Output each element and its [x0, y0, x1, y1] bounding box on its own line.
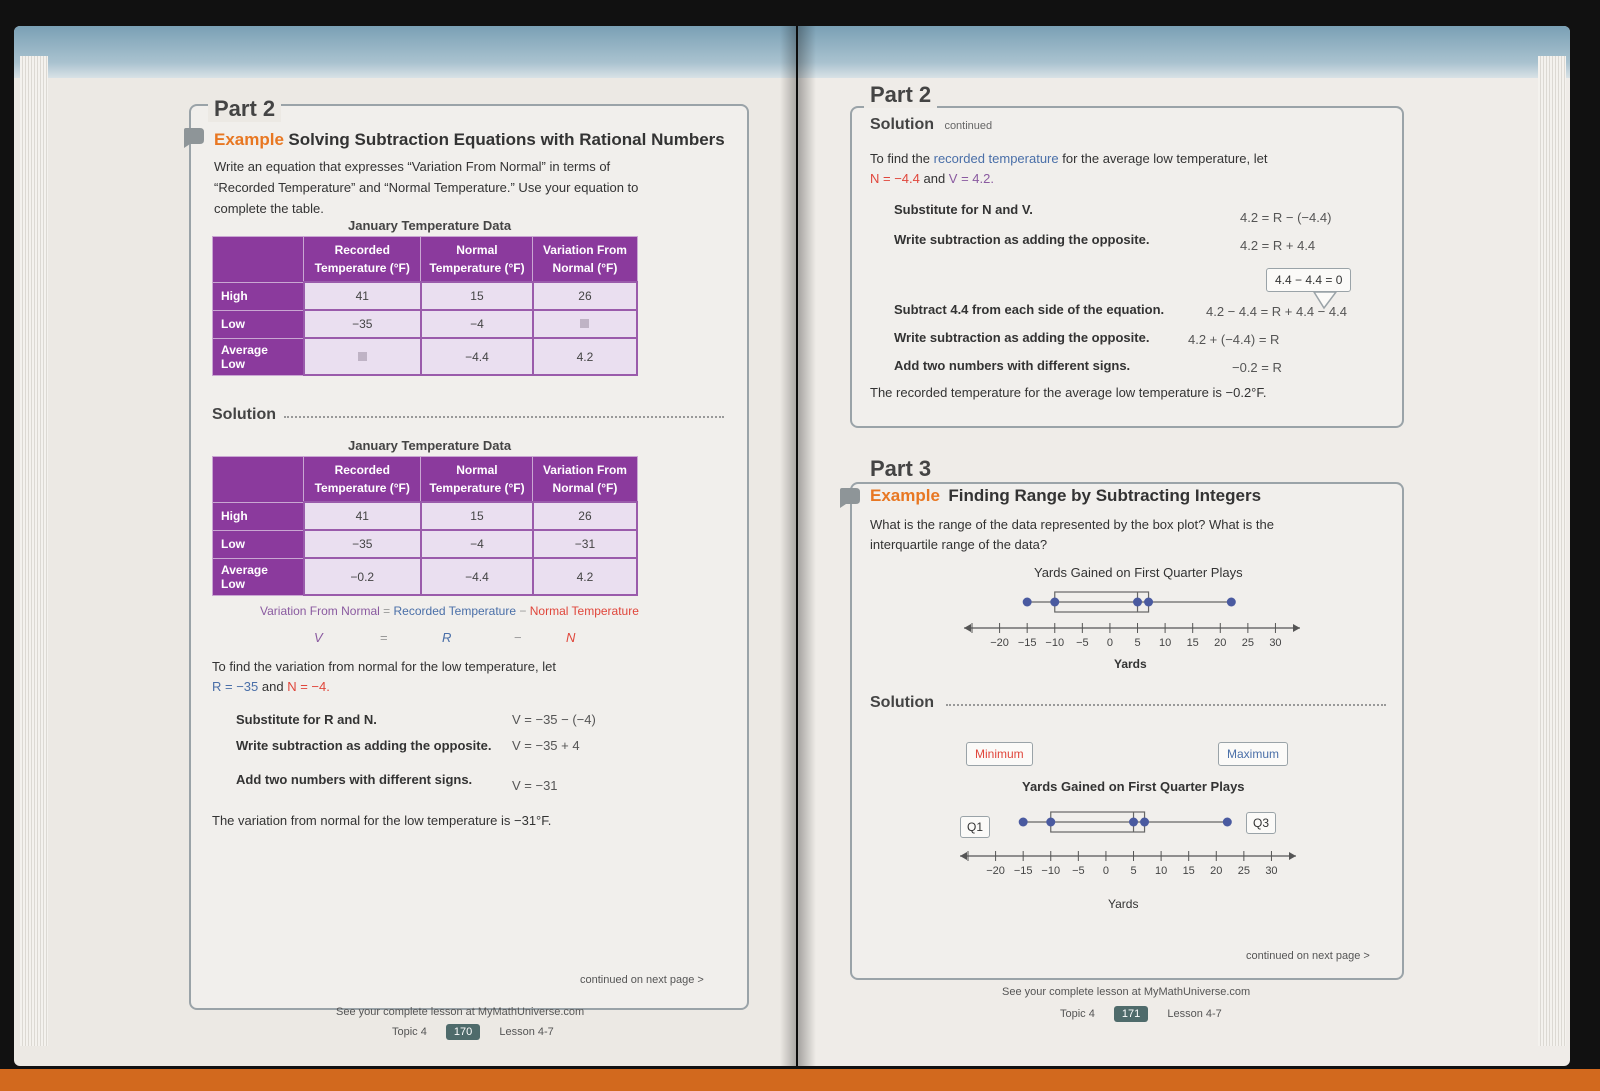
left-step-3-math: V = −31	[512, 778, 558, 793]
right-example-heading	[870, 486, 1261, 506]
let-n: N = −4.	[287, 679, 330, 694]
tick-label: 5	[1134, 637, 1141, 646]
table1-header-normal: Normal Temperature (°F)	[421, 237, 533, 283]
tick-label: −5	[1076, 637, 1089, 646]
row-label: Low	[213, 310, 304, 338]
left-page	[14, 26, 796, 1066]
table-row	[213, 502, 638, 530]
left-solution-label: Solution	[212, 406, 276, 423]
tick-label: −10	[1045, 637, 1065, 646]
table1-header-recorded: Recorded Temperature (°F)	[304, 237, 421, 283]
right-step-1-label: Substitute for N and V.	[894, 202, 1033, 217]
solution-divider	[284, 416, 724, 418]
data-point	[1019, 818, 1028, 827]
left-page-number: 170	[446, 1024, 480, 1040]
right-conclusion: The recorded temperature for the average low temperature is −0.2°F.	[870, 385, 1267, 400]
example-bubble-icon	[838, 486, 862, 510]
cell: −4	[421, 530, 533, 558]
table-row	[213, 530, 638, 558]
plot2-axis-label: Yards	[1108, 897, 1139, 911]
minimum-callout: Minimum	[966, 742, 1033, 766]
intro-line-3: complete the table.	[214, 201, 324, 216]
axis-arrow-right-icon	[1293, 624, 1300, 632]
q1-callout: Q1	[960, 816, 990, 838]
row-label: High	[213, 282, 304, 310]
table-row	[213, 558, 638, 595]
table2-corner	[213, 457, 304, 503]
tick-label: 0	[1106, 637, 1113, 646]
left-footer-lesson: Lesson 4-7	[499, 1026, 554, 1038]
right-part3-title: Part 3	[864, 456, 937, 482]
cell: −35	[304, 530, 421, 558]
tick-label: −15	[1017, 637, 1037, 646]
left-step-3-label: Add two numbers with different signs.	[236, 772, 473, 787]
right-step-2-math: 4.2 = R + 4.4	[1240, 238, 1316, 253]
left-step-1-label: Substitute for R and N.	[236, 712, 377, 727]
right-find-line-2	[870, 168, 994, 189]
eq-var-v: V	[314, 630, 323, 645]
box-plot-2	[958, 802, 1298, 882]
maximum-callout: Maximum	[1218, 742, 1288, 766]
right-footer-site: See your complete lesson at MyMathUniverse.com	[1002, 986, 1251, 998]
let-and: and	[258, 679, 288, 694]
left-example-heading	[214, 130, 725, 150]
cell: −31	[533, 530, 637, 558]
left-step-2-label: Write subtraction as adding the opposite.	[236, 738, 492, 753]
tick-label: 0	[1102, 865, 1109, 877]
right-solution2-label: Solution	[870, 694, 934, 711]
table-row	[213, 310, 638, 338]
data-point	[1140, 818, 1149, 827]
eq-word-recorded: Recorded Temperature	[393, 604, 517, 618]
right-page-number: 171	[1114, 1006, 1148, 1022]
book-gutter	[780, 26, 816, 1066]
rf-recorded: recorded temperature	[933, 151, 1059, 166]
tick-label: 25	[1237, 865, 1250, 877]
table2-header-row	[213, 457, 638, 503]
right-step-3-label: Subtract 4.4 from each side of the equation.	[894, 302, 1165, 317]
data-point	[1046, 818, 1055, 827]
right-page-header-band	[798, 26, 1570, 78]
right-step-4-math: 4.2 + (−4.4) = R	[1188, 332, 1280, 347]
data-point	[1144, 598, 1153, 607]
left-find-line-1: To find the variation from normal for the low temperature, let	[212, 659, 556, 674]
cell: 26	[533, 502, 637, 530]
cell: 41	[304, 502, 421, 530]
table2-header-variation: Variation From Normal (°F)	[533, 457, 637, 503]
cell: −35	[304, 310, 421, 338]
tick-label: 5	[1130, 865, 1137, 877]
data-point	[1133, 598, 1142, 607]
blank-square-icon	[580, 319, 589, 328]
book-cover-edge	[0, 1069, 1600, 1091]
page-edges-right	[1538, 56, 1566, 1046]
intro-line-2: “Recorded Temperature” and “Normal Temperature.” Use your equation to	[214, 180, 639, 195]
cell: −4	[421, 310, 533, 338]
table2-header-normal: Normal Temperature (°F)	[421, 457, 533, 503]
right-step-5-label: Add two numbers with different signs.	[894, 358, 1131, 373]
zero-callout: 4.4 − 4.4 = 0	[1266, 268, 1351, 292]
question-line-1: What is the range of the data represented by the box plot? What is the	[870, 517, 1274, 532]
left-step-1-math: V = −35 − (−4)	[512, 712, 596, 727]
left-example-label: Example	[214, 130, 284, 149]
table1-caption: January Temperature Data	[348, 218, 512, 233]
rf-n: N = −4.4	[870, 171, 920, 186]
cell: 41	[304, 282, 421, 310]
cell: 15	[421, 502, 533, 530]
eq-word-variation: Variation From Normal	[260, 604, 380, 618]
table1-header-variation: Variation From Normal (°F)	[533, 237, 637, 283]
right-step-4-label: Write subtraction as adding the opposite.	[894, 330, 1150, 345]
eq-var-equals: =	[380, 630, 388, 645]
right-solution-label: Solution	[870, 116, 934, 133]
tick-label: 15	[1182, 865, 1195, 877]
tick-label: −20	[990, 637, 1009, 646]
blank-cell	[304, 338, 421, 375]
rf-v: V = 4.2.	[948, 171, 994, 186]
tick-label: 20	[1214, 637, 1227, 646]
cell: −4.4	[421, 558, 533, 595]
right-solution-heading	[870, 116, 992, 134]
blank-cell	[533, 310, 637, 338]
row-label: Low	[213, 530, 304, 558]
right-example-title: Finding Range by Subtracting Integers	[948, 486, 1262, 505]
tick-label: −15	[1013, 865, 1033, 877]
row-label: High	[213, 502, 304, 530]
tick-label: −5	[1072, 865, 1085, 877]
tick-label: 30	[1269, 637, 1282, 646]
tick-label: 25	[1241, 637, 1254, 646]
plot2-title: Yards Gained on First Quarter Plays	[1022, 779, 1245, 794]
data-point	[1223, 818, 1232, 827]
left-example-title: Solving Subtraction Equations with Rational Numbers	[288, 130, 725, 149]
eq-word-minus: −	[519, 604, 527, 618]
right-step-5-math: −0.2 = R	[1232, 360, 1282, 375]
tick-label: 15	[1186, 637, 1199, 646]
right-continued: continued on next page >	[1246, 950, 1370, 962]
right-step-3-math: 4.2 − 4.4 = R + 4.4 − 4.4	[1206, 304, 1347, 319]
box-plot-1	[962, 586, 1302, 646]
cell: −4.4	[421, 338, 533, 375]
cell: −0.2	[304, 558, 421, 595]
axis-arrow-left-icon	[960, 852, 967, 860]
eq-word-equals: =	[383, 604, 391, 618]
left-footer-site: See your complete lesson at MyMathUniverse.com	[336, 1006, 585, 1018]
right-footer-nav	[1060, 1006, 1222, 1022]
tick-label: 20	[1210, 865, 1223, 877]
right-step-2-label: Write subtraction as adding the opposite.	[894, 232, 1150, 247]
solution2-divider	[946, 704, 1386, 706]
table1-header-row	[213, 237, 638, 283]
axis-arrow-right-icon	[1289, 852, 1296, 860]
data-point	[1227, 598, 1236, 607]
left-footer-nav	[392, 1024, 554, 1040]
right-footer-topic: Topic 4	[1060, 1008, 1095, 1020]
data-point	[1050, 598, 1059, 607]
row-label: Average Low	[213, 338, 304, 375]
eq-var-minus: −	[514, 630, 522, 645]
question-line-2: interquartile range of the data?	[870, 537, 1048, 552]
table2-caption: January Temperature Data	[348, 438, 512, 453]
eq-word-normal: Normal Temperature	[529, 604, 639, 618]
left-footer-topic: Topic 4	[392, 1026, 427, 1038]
cell: 26	[533, 282, 637, 310]
left-step-2-math: V = −35 + 4	[512, 738, 580, 753]
word-equation	[260, 604, 639, 618]
table1	[212, 236, 638, 376]
right-part2-title: Part 2	[864, 82, 937, 108]
example-bubble-icon	[182, 126, 206, 150]
intro-line-1: Write an equation that expresses “Variation From Normal” in terms of	[214, 159, 611, 174]
left-page-header-band	[14, 26, 796, 78]
left-continued: continued on next page >	[580, 974, 704, 986]
rf-a: To find the	[870, 151, 934, 166]
plot1-axis-label: Yards	[1114, 657, 1147, 671]
table1-corner	[213, 237, 304, 283]
rf-c: for the average low temperature, let	[1058, 151, 1268, 166]
cell: 15	[421, 282, 533, 310]
data-point	[1023, 598, 1032, 607]
left-part-title: Part 2	[208, 96, 281, 122]
page-edges-left	[20, 56, 48, 1046]
left-conclusion: The variation from normal for the low temperature is −31°F.	[212, 813, 552, 828]
right-step-1-math: 4.2 = R − (−4.4)	[1240, 210, 1332, 225]
right-continued-small: continued	[944, 120, 993, 132]
left-find-line-2	[212, 676, 330, 697]
table2-header-recorded: Recorded Temperature (°F)	[304, 457, 421, 503]
tick-label: −10	[1041, 865, 1061, 877]
data-point	[1129, 818, 1138, 827]
row-label: Average Low	[213, 558, 304, 595]
tick-label: −20	[986, 865, 1005, 877]
table-row	[213, 338, 638, 375]
right-page	[798, 26, 1570, 1066]
blank-square-icon	[358, 352, 367, 361]
tick-label: 10	[1154, 865, 1168, 877]
cell: 4.2	[533, 558, 637, 595]
rf-and: and	[919, 171, 949, 186]
plot1-title: Yards Gained on First Quarter Plays	[1034, 565, 1243, 580]
right-find-line-1	[870, 148, 1267, 169]
tick-label: 10	[1158, 637, 1172, 646]
table-row	[213, 282, 638, 310]
eq-var-r: R	[442, 630, 452, 645]
tick-label: 30	[1265, 865, 1278, 877]
axis-arrow-left-icon	[964, 624, 971, 632]
let-r: R = −35	[212, 679, 259, 694]
right-example-label: Example	[870, 486, 940, 505]
right-footer-lesson: Lesson 4-7	[1167, 1008, 1222, 1020]
q3-callout: Q3	[1246, 812, 1276, 834]
cell: 4.2	[533, 338, 637, 375]
eq-var-n: N	[566, 630, 576, 645]
table2	[212, 456, 638, 596]
